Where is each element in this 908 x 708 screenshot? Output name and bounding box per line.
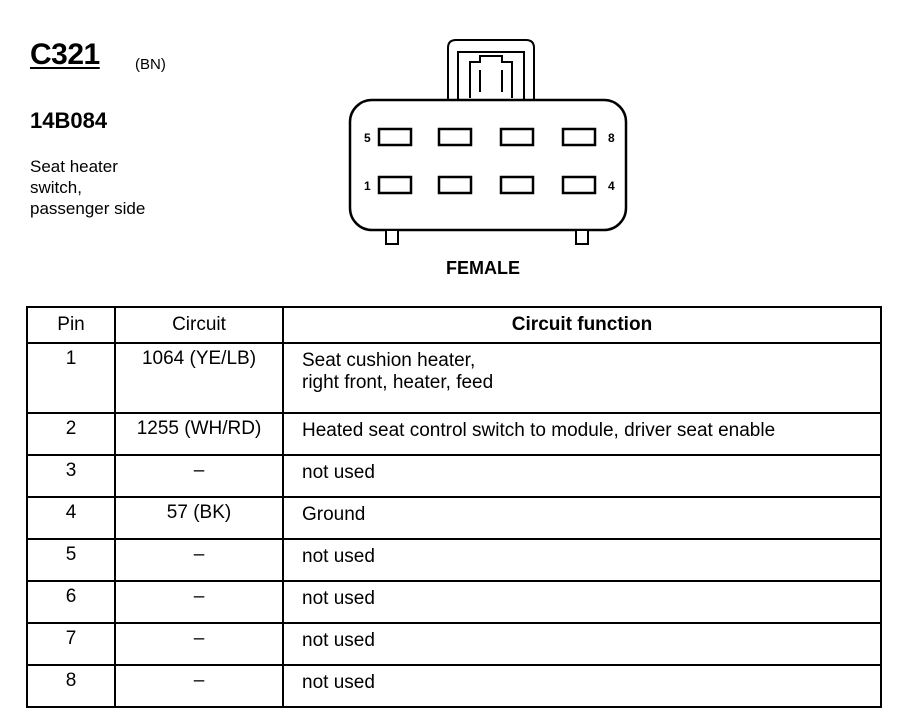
pin-label-top-right: 8 xyxy=(608,131,615,145)
table-header-row xyxy=(27,307,881,343)
pin-cavity-2 xyxy=(439,177,471,193)
circuit-cell: – xyxy=(115,455,283,497)
part-number: 14B084 xyxy=(30,108,108,133)
table-row xyxy=(27,455,881,497)
connector-color: (BN) xyxy=(135,56,166,73)
connector-gender-label: FEMALE xyxy=(446,258,520,278)
table-row xyxy=(27,581,881,623)
connector-face-diagram xyxy=(330,30,650,250)
pin-cell: 8 xyxy=(27,665,115,707)
pin-cavity-6 xyxy=(439,129,471,145)
pin-cell: 6 xyxy=(27,581,115,623)
table-row xyxy=(27,539,881,581)
pin-cell: 1 xyxy=(27,343,115,413)
connector-foot-left xyxy=(386,230,398,244)
pin-label-bottom-left: 1 xyxy=(364,179,371,193)
pin-label-bottom-right: 4 xyxy=(608,179,615,193)
pin-cell: 3 xyxy=(27,455,115,497)
function-line: Seat cushion heater, xyxy=(302,350,476,371)
circuit-cell: – xyxy=(115,539,283,581)
pinout-table xyxy=(26,306,882,708)
pin-cavity-7 xyxy=(501,129,533,145)
header-circuit: Circuit xyxy=(115,307,283,343)
table-row xyxy=(27,665,881,707)
function-cell xyxy=(283,343,881,413)
pin-cell: 5 xyxy=(27,539,115,581)
circuit-cell: – xyxy=(115,623,283,665)
connector-housing xyxy=(350,100,626,230)
connector-latch xyxy=(448,40,534,100)
function-cell: not used xyxy=(283,665,881,707)
table-row xyxy=(27,413,881,455)
pin-cavity-1 xyxy=(379,177,411,193)
function-cell: Heated seat control switch to module, driver seat enable xyxy=(283,413,881,455)
circuit-cell: – xyxy=(115,581,283,623)
description-line-1: Seat heater xyxy=(30,157,118,176)
function-cell: Ground xyxy=(283,497,881,539)
connector-description xyxy=(30,156,145,219)
table-row xyxy=(27,343,881,413)
circuit-cell: – xyxy=(115,665,283,707)
header-circuit-function: Circuit function xyxy=(283,307,881,343)
function-line: right front, heater, feed xyxy=(302,372,494,393)
function-cell: not used xyxy=(283,623,881,665)
function-cell: not used xyxy=(283,539,881,581)
pin-cavity-4 xyxy=(563,177,595,193)
header-pin: Pin xyxy=(27,307,115,343)
connector-id: C321 xyxy=(30,38,100,71)
table-row xyxy=(27,497,881,539)
circuit-cell: 1255 (WH/RD) xyxy=(115,413,283,455)
pin-cell: 4 xyxy=(27,497,115,539)
pin-cell: 2 xyxy=(27,413,115,455)
pin-cavity-5 xyxy=(379,129,411,145)
circuit-cell: 57 (BK) xyxy=(115,497,283,539)
pin-cell: 7 xyxy=(27,623,115,665)
table-row xyxy=(27,623,881,665)
function-cell: not used xyxy=(283,581,881,623)
function-cell: not used xyxy=(283,455,881,497)
connector-foot-right xyxy=(576,230,588,244)
pin-cavity-8 xyxy=(563,129,595,145)
description-line-3: passenger side xyxy=(30,199,146,218)
description-line-2: switch, xyxy=(30,178,82,197)
circuit-cell: 1064 (YE/LB) xyxy=(115,343,283,413)
pin-cavity-3 xyxy=(501,177,533,193)
pin-label-top-left: 5 xyxy=(364,131,371,145)
